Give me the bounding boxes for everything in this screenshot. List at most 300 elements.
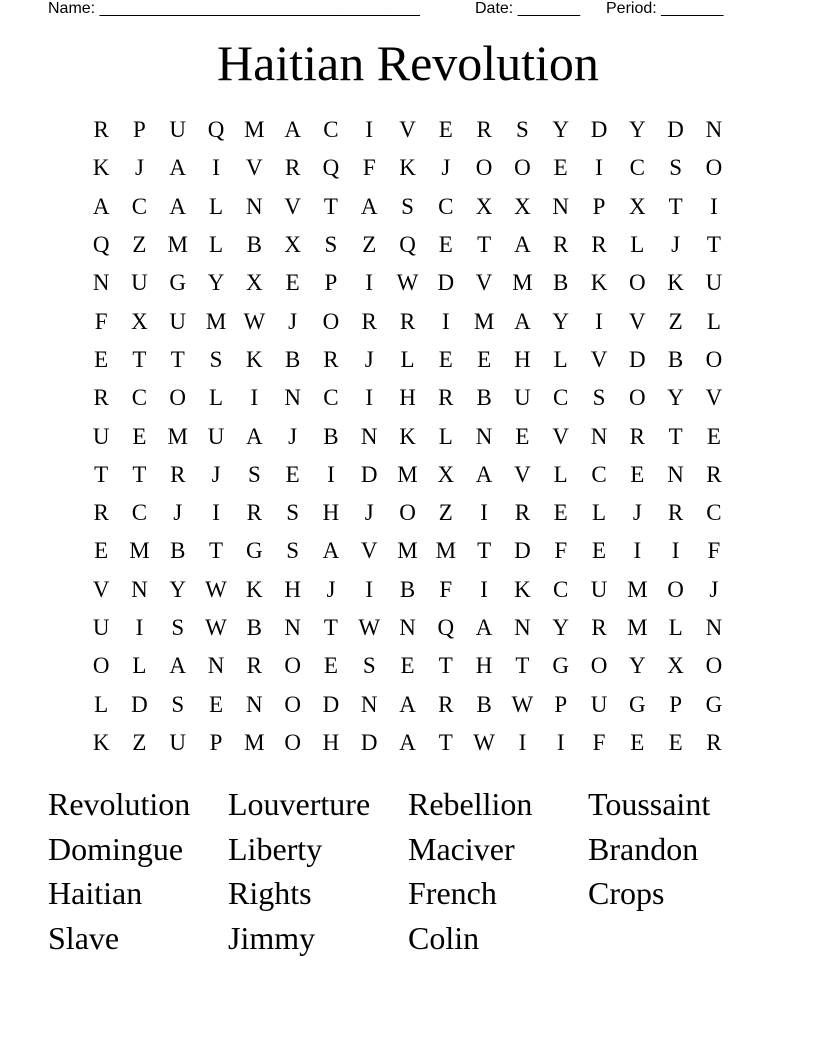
grid-letter[interactable]: B (399, 576, 416, 602)
grid-letter[interactable]: A (514, 232, 531, 258)
grid-letter[interactable]: P (669, 691, 682, 717)
grid-letter[interactable]: N (246, 691, 263, 717)
grid-letter[interactable]: K (667, 270, 684, 296)
grid-letter[interactable]: U (590, 576, 608, 602)
grid-letter[interactable]: B (284, 346, 301, 372)
grid-letter[interactable]: M (167, 232, 188, 258)
grid-letter[interactable]: U (705, 270, 723, 296)
grid-row (82, 685, 733, 723)
grid-letter[interactable]: B (476, 691, 492, 717)
grid-letter[interactable]: Q (437, 615, 455, 640)
grid-letter[interactable]: I (441, 308, 450, 334)
grid-letter[interactable]: E (285, 461, 300, 487)
grid-letter[interactable]: L (209, 385, 224, 411)
grid-letter[interactable]: T (477, 232, 492, 258)
grid-letter[interactable]: C (553, 576, 569, 602)
grid-letter[interactable]: O (705, 346, 723, 372)
grid-letter[interactable]: T (209, 538, 224, 564)
grid-letter[interactable]: H (322, 729, 340, 755)
grid-letter[interactable]: M (397, 461, 418, 487)
grid-letter[interactable]: E (591, 538, 607, 564)
grid-letter[interactable]: T (323, 615, 338, 640)
grid-letter[interactable]: E (630, 461, 645, 487)
grid-letter[interactable]: K (92, 729, 110, 755)
grid-letter[interactable]: I (595, 308, 603, 334)
grid-letter[interactable]: Z (438, 500, 453, 526)
grid-letter[interactable]: Q (399, 232, 416, 258)
grid-letter[interactable]: L (400, 346, 415, 372)
grid-letter[interactable]: E (438, 232, 453, 258)
grid-letter[interactable]: J (364, 346, 374, 372)
grid-letter[interactable]: E (209, 691, 224, 717)
grid-letter[interactable]: E (553, 500, 568, 526)
grid-letter[interactable]: D (360, 729, 378, 755)
grid-letter[interactable]: K (92, 155, 110, 181)
grid-letter[interactable]: H (322, 500, 340, 526)
grid-letter[interactable]: C (131, 193, 148, 219)
grid-letter[interactable]: M (244, 729, 265, 755)
grid-letter[interactable]: J (288, 308, 298, 334)
grid-letter[interactable]: H (399, 385, 416, 411)
grid-letter[interactable]: X (246, 270, 263, 296)
grid-letter[interactable]: E (132, 423, 147, 449)
grid-letter[interactable]: R (591, 615, 607, 640)
grid-letter[interactable]: D (131, 691, 148, 717)
word-bank-item: Jimmy (228, 920, 316, 957)
grid-letter[interactable]: M (435, 538, 457, 564)
grid-letter[interactable]: U (92, 423, 110, 449)
grid-letter[interactable]: P (554, 691, 568, 717)
grid-letter[interactable]: T (706, 232, 721, 258)
grid-letter[interactable]: U (169, 308, 187, 334)
grid-letter[interactable]: F (94, 308, 108, 334)
grid-letter[interactable]: D (322, 691, 340, 717)
grid-letter[interactable]: K (514, 576, 531, 602)
grid-letter[interactable]: P (324, 270, 338, 296)
grid-letter[interactable]: N (360, 691, 378, 717)
grid-letter[interactable]: Q (322, 155, 340, 181)
grid-letter[interactable]: N (475, 423, 493, 449)
grid-letter[interactable]: E (553, 155, 568, 181)
grid-letter[interactable]: E (477, 346, 492, 372)
grid-letter[interactable]: L (591, 500, 607, 526)
grid-letter[interactable]: F (439, 576, 453, 602)
grid-letter[interactable]: X (475, 193, 493, 219)
grid-letter[interactable]: E (668, 729, 683, 755)
grid-letter[interactable]: Y (552, 615, 570, 640)
grid-letter[interactable]: W (358, 615, 381, 640)
grid-letter[interactable]: S (171, 691, 185, 717)
grid-letter[interactable]: I (633, 538, 642, 564)
grid-letter[interactable]: R (93, 117, 109, 143)
grid-letter[interactable]: I (250, 385, 259, 411)
grid-letter[interactable]: I (710, 193, 718, 219)
grid-letter[interactable]: X (667, 653, 684, 679)
grid-letter[interactable]: T (515, 653, 530, 679)
grid-letter[interactable]: S (516, 117, 529, 143)
grid-letter[interactable]: K (590, 270, 608, 296)
grid-letter[interactable]: J (709, 576, 719, 602)
grid-row (82, 456, 733, 494)
grid-letter[interactable]: A (475, 461, 493, 487)
grid-letter[interactable]: N (207, 653, 225, 679)
grid-letter[interactable]: L (94, 691, 109, 717)
grid-letter[interactable]: F (592, 729, 606, 755)
grid-letter[interactable]: X (437, 461, 455, 487)
grid-letter[interactable]: W (205, 615, 227, 640)
grid-letter[interactable]: T (94, 461, 109, 487)
grid-letter[interactable]: I (480, 576, 488, 602)
grid-letter[interactable]: M (205, 308, 227, 334)
grid-letter[interactable]: D (628, 346, 646, 372)
grid-letter[interactable]: J (671, 232, 681, 258)
grid-letter[interactable]: D (590, 117, 608, 143)
grid-letter[interactable]: Y (628, 117, 646, 143)
grid-letter[interactable]: R (323, 346, 339, 372)
grid-letter[interactable]: E (323, 653, 338, 679)
grid-letter[interactable]: Z (668, 308, 683, 334)
grid-letter[interactable]: S (171, 615, 185, 640)
grid-letter[interactable]: B (476, 385, 492, 411)
grid-letter[interactable]: N (667, 461, 684, 487)
grid-letter[interactable]: E (438, 346, 453, 372)
grid-letter[interactable]: Y (628, 653, 646, 679)
grid-letter[interactable]: M (473, 308, 495, 334)
grid-letter[interactable]: X (131, 308, 148, 334)
grid-letter[interactable]: A (92, 193, 110, 219)
grid-letter[interactable]: C (591, 461, 607, 487)
grid-letter[interactable]: A (514, 308, 531, 334)
grid-letter[interactable]: A (399, 691, 416, 717)
grid-letter[interactable]: L (553, 346, 568, 372)
grid-letter[interactable]: R (591, 232, 607, 258)
grid-letter[interactable]: Y (667, 385, 684, 411)
grid-letter[interactable]: O (628, 270, 646, 296)
grid-letter[interactable]: U (169, 729, 187, 755)
grid-letter[interactable]: U (207, 423, 225, 449)
grid-letter[interactable]: C (323, 385, 339, 411)
grid-letter[interactable]: O (169, 385, 187, 411)
grid-letter[interactable]: M (167, 423, 188, 449)
grid-row (82, 532, 733, 570)
grid-letter[interactable]: R (476, 117, 492, 143)
grid-letter[interactable]: I (480, 500, 488, 526)
grid-letter[interactable]: U (514, 385, 531, 411)
grid-letter[interactable]: G (169, 270, 187, 296)
grid-letter[interactable]: S (324, 232, 338, 258)
grid-letter[interactable]: V (399, 117, 416, 143)
grid-letter[interactable]: R (706, 729, 722, 755)
grid-letter[interactable]: V (360, 538, 378, 564)
grid-letter[interactable]: S (362, 653, 376, 679)
grid-letter[interactable]: L (706, 308, 721, 334)
grid-letter[interactable]: I (365, 117, 374, 143)
grid-letter[interactable]: D (360, 461, 378, 487)
grid-letter[interactable]: N (514, 615, 531, 640)
grid-letter[interactable]: V (475, 270, 493, 296)
grid-letter[interactable]: S (286, 538, 300, 564)
grid-letter[interactable]: R (706, 461, 722, 487)
grid-letter[interactable]: M (512, 270, 533, 296)
grid-letter[interactable]: S (209, 346, 223, 372)
grid-letter[interactable]: M (244, 117, 265, 143)
grid-letter[interactable]: F (707, 538, 721, 564)
grid-letter[interactable]: M (129, 538, 150, 564)
grid-letter[interactable]: F (362, 155, 376, 181)
grid-letter[interactable]: R (170, 461, 186, 487)
grid-letter[interactable]: R (361, 308, 377, 334)
grid-letter[interactable]: J (326, 576, 336, 602)
grid-letter[interactable]: D (437, 270, 455, 296)
grid-letter[interactable]: K (399, 423, 416, 449)
grid-letter[interactable]: A (360, 193, 378, 219)
grid-letter[interactable]: M (627, 615, 648, 640)
grid-letter[interactable]: G (246, 538, 263, 564)
grid-letter[interactable]: P (133, 117, 146, 143)
grid-letter[interactable]: N (399, 615, 416, 640)
grid-letter[interactable]: B (323, 423, 339, 449)
grid-letter[interactable]: L (553, 461, 568, 487)
grid-letter[interactable]: C (553, 385, 569, 411)
grid-letter[interactable]: O (628, 385, 646, 411)
grid-row (82, 724, 733, 762)
grid-letter[interactable]: C (131, 385, 148, 411)
grid-letter[interactable]: B (246, 615, 262, 640)
date-field-label[interactable]: Date: _______ (475, 0, 580, 17)
grid-letter[interactable]: K (246, 346, 263, 372)
grid-letter[interactable]: V (705, 385, 723, 411)
grid-letter[interactable]: H (475, 653, 493, 679)
grid-letter[interactable]: L (438, 423, 453, 449)
grid-letter[interactable]: H (284, 576, 301, 602)
grid-letter[interactable]: O (284, 729, 301, 755)
grid-letter[interactable]: J (211, 461, 221, 487)
grid-letter[interactable]: S (286, 500, 300, 526)
grid-letter[interactable]: A (169, 653, 187, 679)
grid-letter[interactable]: L (209, 232, 224, 258)
grid-letter[interactable]: S (669, 155, 682, 181)
grid-letter[interactable]: L (132, 653, 147, 679)
grid-letter[interactable]: D (667, 117, 684, 143)
grid-letter[interactable]: E (630, 729, 645, 755)
grid-letter[interactable]: E (515, 423, 530, 449)
grid-letter[interactable]: S (401, 193, 414, 219)
grid-letter[interactable]: R (246, 653, 262, 679)
grid-letter[interactable]: U (169, 117, 187, 143)
grid-row (82, 341, 733, 379)
grid-letter[interactable]: Q (92, 232, 110, 258)
grid-letter[interactable]: N (284, 615, 301, 640)
grid-letter[interactable]: C (323, 117, 339, 143)
grid-letter[interactable]: N (360, 423, 378, 449)
grid-letter[interactable]: O (590, 653, 608, 679)
grid-letter[interactable]: R (246, 500, 262, 526)
grid-letter[interactable]: V (92, 576, 110, 602)
grid-letter[interactable]: R (93, 385, 109, 411)
grid-letter[interactable]: K (246, 576, 263, 602)
grid-letter[interactable]: Z (132, 232, 147, 258)
grid-letter[interactable]: O (705, 155, 723, 181)
grid-letter[interactable]: I (327, 461, 335, 487)
grid-letter[interactable]: X (628, 193, 646, 219)
grid-letter[interactable]: T (668, 193, 683, 219)
grid-letter[interactable]: N (92, 270, 110, 296)
grid-letter[interactable]: V (514, 461, 531, 487)
grid-letter[interactable]: W (205, 576, 227, 602)
grid-letter[interactable]: B (246, 232, 262, 258)
grid-letter[interactable]: R (438, 385, 454, 411)
grid-letter[interactable]: O (284, 691, 301, 717)
grid-letter[interactable]: R (629, 423, 645, 449)
grid-letter[interactable]: O (92, 653, 110, 679)
grid-letter[interactable]: A (246, 423, 263, 449)
grid-letter[interactable]: I (556, 729, 565, 755)
grid-letter[interactable]: X (514, 193, 531, 219)
grid-letter[interactable]: S (247, 461, 261, 487)
grid-letter[interactable]: U (92, 615, 110, 640)
grid-letter[interactable]: P (209, 729, 223, 755)
grid-letter[interactable]: R (93, 500, 109, 526)
grid-letter[interactable]: I (671, 538, 680, 564)
grid-letter[interactable]: T (438, 653, 453, 679)
grid-letter[interactable]: I (518, 729, 527, 755)
grid-letter[interactable]: E (285, 270, 300, 296)
grid-letter[interactable]: J (364, 500, 374, 526)
grid-letter[interactable]: E (94, 346, 109, 372)
grid-letter[interactable]: W (243, 308, 266, 334)
grid-letter[interactable]: I (595, 155, 603, 181)
grid-letter[interactable]: A (169, 155, 187, 181)
grid-letter[interactable]: I (365, 270, 374, 296)
grid-letter[interactable]: O (284, 653, 301, 679)
grid-letter[interactable]: L (630, 232, 645, 258)
grid-letter[interactable]: J (173, 500, 183, 526)
grid-letter[interactable]: Q (207, 117, 225, 143)
grid-letter[interactable]: J (441, 155, 451, 181)
grid-letter[interactable]: J (134, 155, 144, 181)
grid-letter[interactable]: R (667, 500, 684, 526)
grid-letter[interactable]: N (284, 385, 301, 411)
grid-letter[interactable]: E (94, 538, 109, 564)
grid-letter[interactable]: M (627, 576, 648, 602)
period-field-label[interactable]: Period: _______ (606, 0, 724, 17)
grid-letter[interactable]: E (438, 117, 453, 143)
grid-letter[interactable]: N (552, 193, 570, 219)
grid-letter[interactable]: B (667, 346, 684, 372)
grid-letter[interactable]: U (131, 270, 148, 296)
grid-letter[interactable]: C (438, 193, 454, 219)
grid-letter[interactable]: I (365, 576, 374, 602)
grid-letter[interactable]: V (590, 346, 608, 372)
grid-letter[interactable]: Z (132, 729, 147, 755)
grid-letter[interactable]: N (246, 193, 263, 219)
grid-letter[interactable]: V (628, 308, 646, 334)
grid-letter[interactable]: A (169, 193, 187, 219)
grid-letter[interactable]: P (592, 193, 606, 219)
grid-letter[interactable]: N (590, 423, 608, 449)
grid-letter[interactable]: A (284, 117, 301, 143)
grid-letter[interactable]: B (553, 270, 569, 296)
grid-letter[interactable]: G (552, 653, 570, 679)
grid-letter[interactable]: Z (362, 232, 377, 258)
grid-letter[interactable]: V (246, 155, 263, 181)
grid-letter[interactable]: Y (207, 270, 225, 296)
grid-letter[interactable]: W (473, 729, 495, 755)
grid-letter[interactable]: N (705, 117, 723, 143)
grid-letter[interactable]: R (438, 691, 454, 717)
grid-letter[interactable]: R (284, 155, 301, 181)
grid-letter[interactable]: X (284, 232, 301, 258)
grid-letter[interactable]: I (212, 155, 220, 181)
grid-letter[interactable]: H (514, 346, 531, 372)
grid-letter[interactable]: F (554, 538, 568, 564)
name-field-label[interactable]: Name: ____________________________________ (48, 0, 420, 17)
grid-letter[interactable]: V (552, 423, 570, 449)
grid-letter[interactable]: C (629, 155, 645, 181)
grid-letter[interactable]: T (323, 193, 338, 219)
grid-letter[interactable]: R (553, 232, 569, 258)
grid-letter[interactable]: A (399, 729, 416, 755)
grid-letter[interactable]: W (396, 270, 419, 296)
grid-letter[interactable]: Y (552, 117, 570, 143)
grid-letter[interactable]: B (170, 538, 186, 564)
grid-letter[interactable]: C (131, 500, 148, 526)
grid-letter[interactable]: N (131, 576, 148, 602)
grid-letter[interactable]: O (322, 308, 340, 334)
grid-letter[interactable]: R (514, 500, 531, 526)
grid-letter[interactable]: U (590, 691, 608, 717)
grid-letter[interactable]: L (209, 193, 224, 219)
grid-letter[interactable]: Y (169, 576, 187, 602)
grid-letter[interactable]: K (399, 155, 416, 181)
grid-letter[interactable]: S (592, 385, 606, 411)
grid-letter[interactable]: E (400, 653, 415, 679)
grid-letter[interactable]: O (514, 155, 531, 181)
grid-letter[interactable]: O (667, 576, 684, 602)
grid-letter[interactable]: T (668, 423, 683, 449)
grid-letter[interactable]: G (628, 691, 646, 717)
grid-letter[interactable]: N (705, 615, 723, 640)
grid-letter[interactable]: I (365, 385, 374, 411)
grid-letter[interactable]: T (170, 346, 185, 372)
grid-letter[interactable]: I (135, 615, 144, 640)
grid-letter[interactable]: I (212, 500, 220, 526)
grid-letter[interactable]: R (399, 308, 416, 334)
grid-letter[interactable]: Y (552, 308, 570, 334)
grid-letter[interactable]: O (399, 500, 416, 526)
grid-letter[interactable]: T (132, 461, 147, 487)
grid-letter[interactable]: J (288, 423, 298, 449)
grid-letter[interactable]: A (322, 538, 340, 564)
grid-letter[interactable]: O (705, 653, 723, 679)
word-bank-item: Brandon (588, 830, 699, 867)
grid-letter[interactable]: G (705, 691, 723, 717)
grid-letter[interactable]: T (438, 729, 453, 755)
grid-letter[interactable]: W (511, 691, 534, 717)
grid-letter[interactable]: D (514, 538, 531, 564)
grid-letter[interactable]: E (706, 423, 721, 449)
grid-letter[interactable]: L (668, 615, 683, 640)
grid-letter[interactable]: T (477, 538, 492, 564)
grid-letter[interactable]: V (284, 193, 301, 219)
grid-letter[interactable]: J (632, 500, 642, 526)
grid-row (82, 417, 733, 455)
grid-letter[interactable]: M (397, 538, 418, 564)
grid-letter[interactable]: T (132, 346, 147, 372)
grid-letter[interactable]: O (475, 155, 493, 181)
grid-letter[interactable]: A (475, 615, 493, 640)
grid-letter[interactable]: C (706, 500, 722, 526)
